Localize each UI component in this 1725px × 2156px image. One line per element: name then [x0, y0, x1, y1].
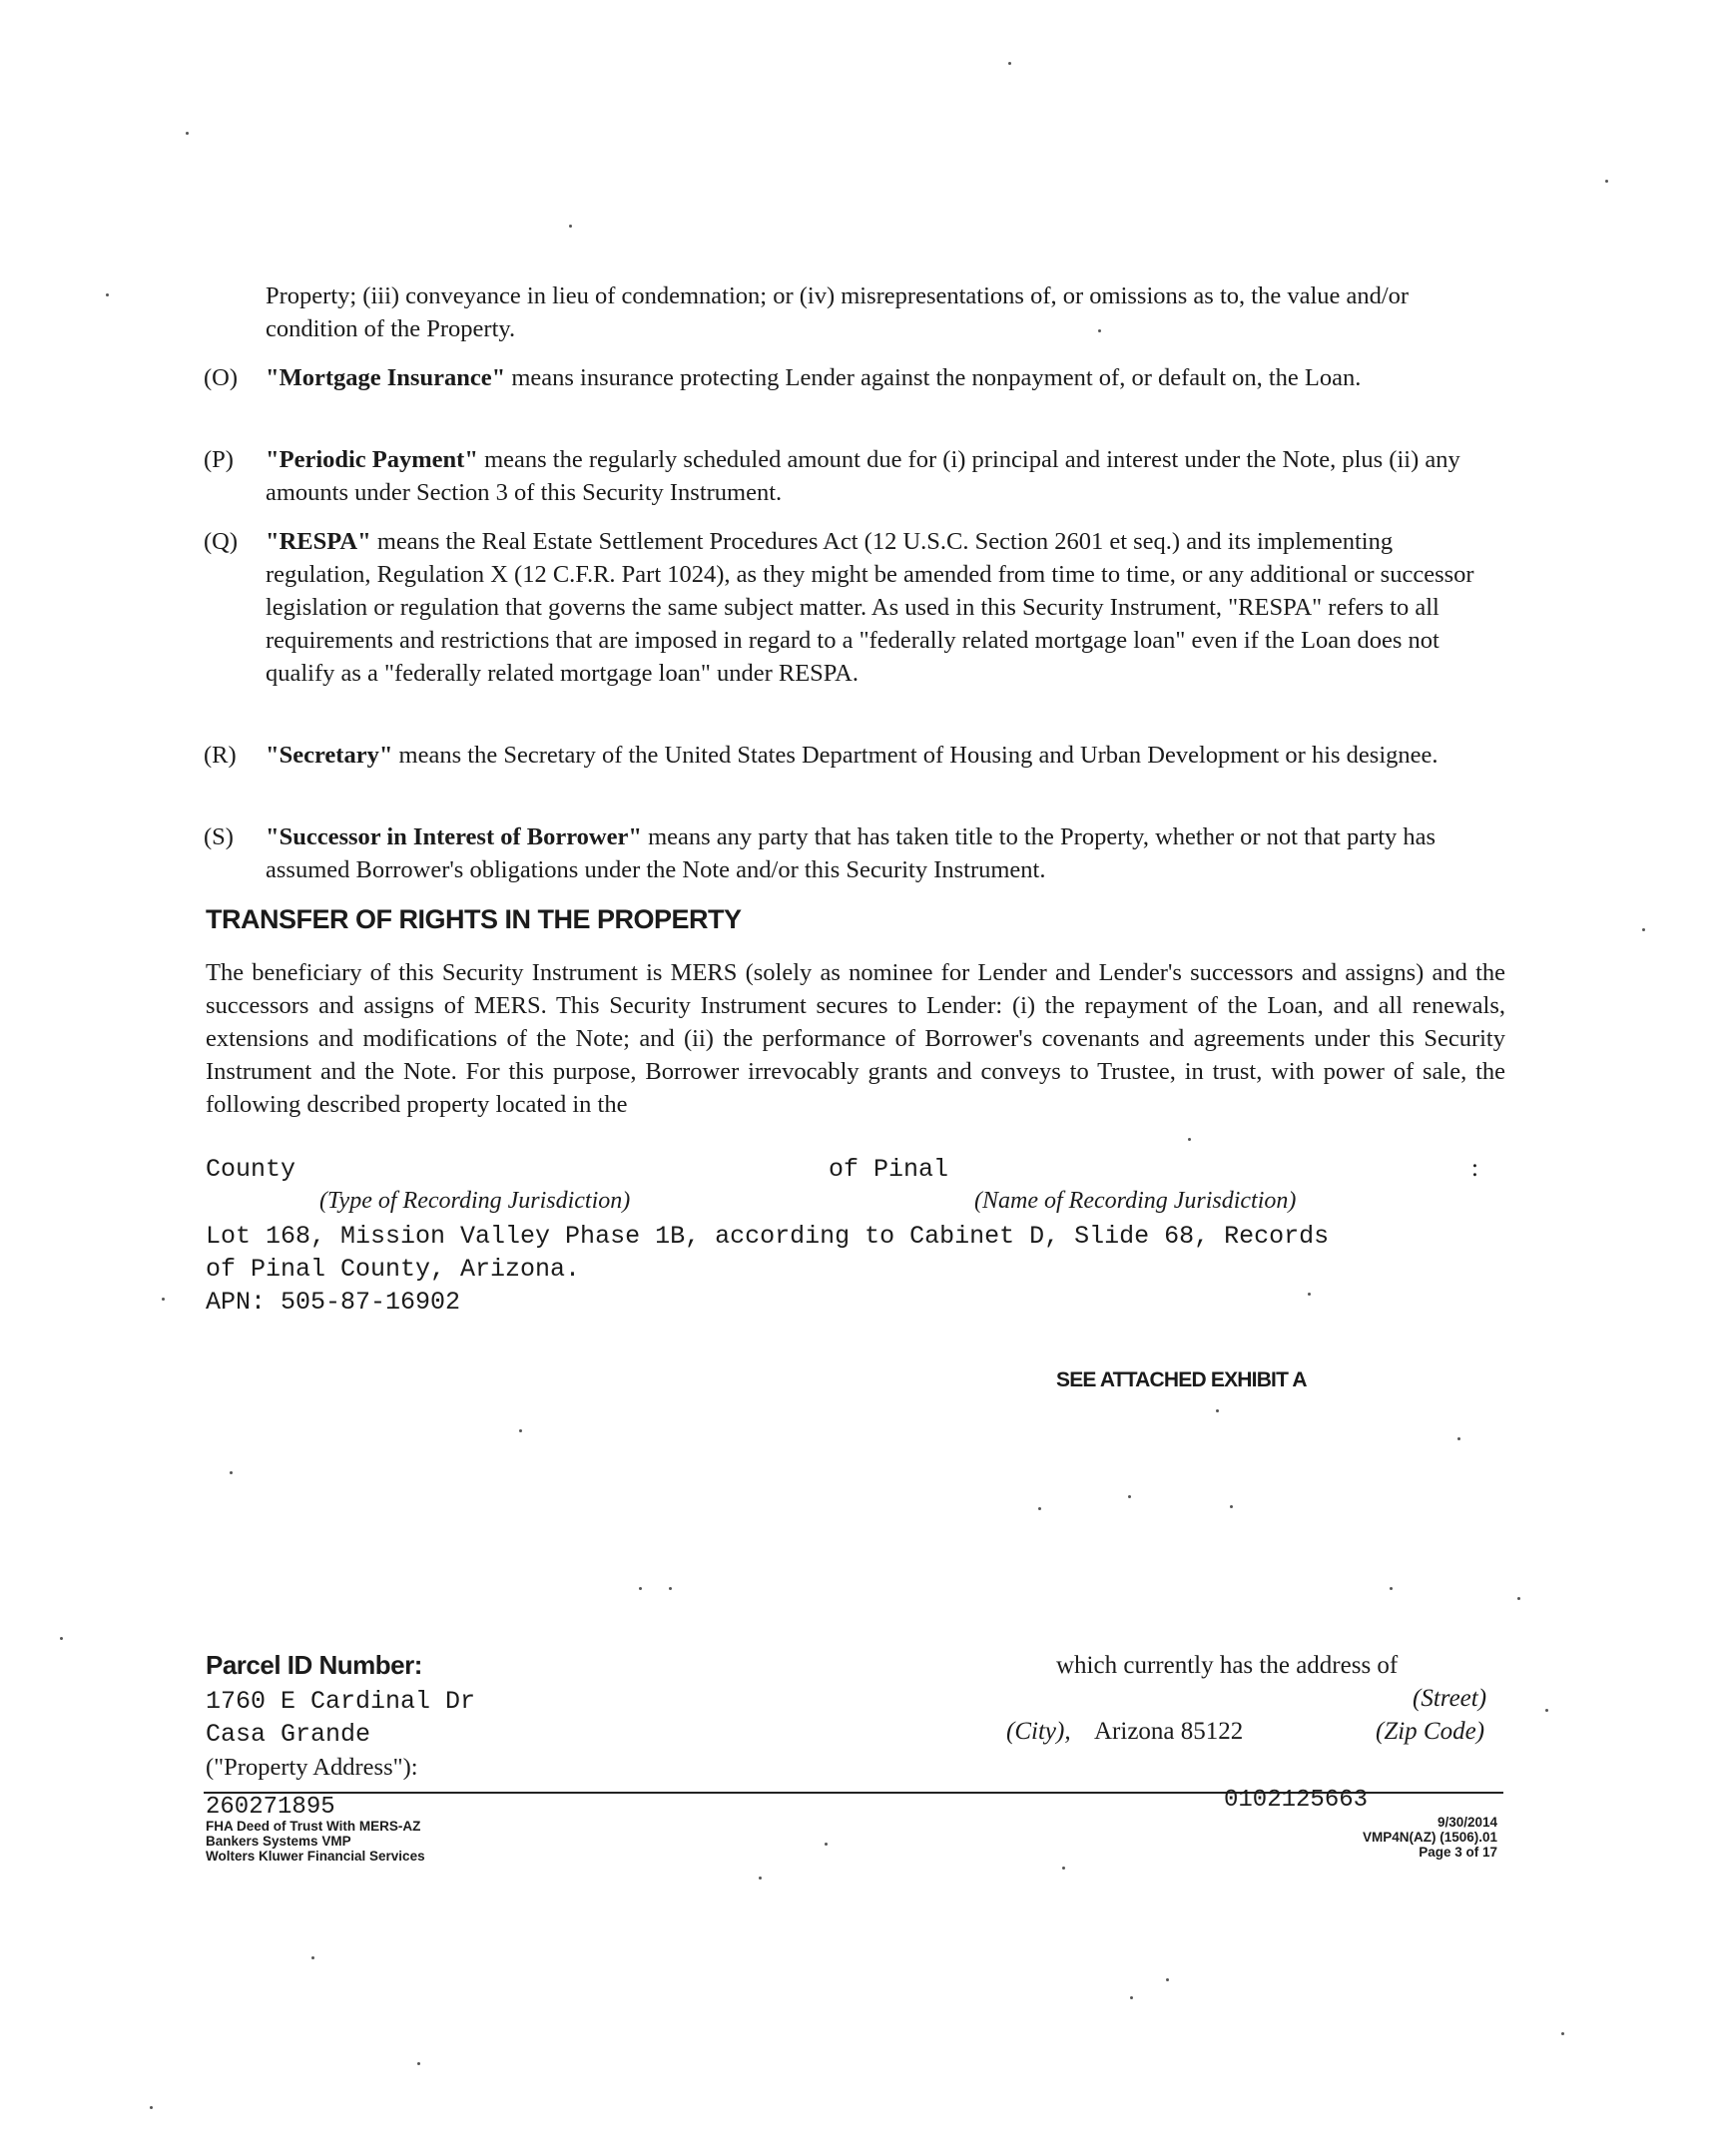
definition-text: means the regularly scheduled amount due for (i) principal and interest under the Note, plus (ii) any amounts under Section 3 of this Security Instrument.	[266, 446, 1460, 506]
scan-speck	[162, 1298, 165, 1301]
definition-label: (S)	[204, 823, 234, 850]
jurisdiction-name-caption: (Name of Recording Jurisdiction)	[974, 1188, 1297, 1214]
jurisdiction-name-value: of Pinal	[829, 1155, 949, 1184]
loan-number: 260271895	[206, 1794, 335, 1821]
scan-speck	[1008, 62, 1011, 65]
section-heading: TRANSFER OF RIGHTS IN THE PROPERTY	[206, 904, 742, 934]
definition-term: "Mortgage Insurance"	[266, 364, 506, 391]
definition-label: (R)	[204, 742, 237, 769]
legal-description-line: of Pinal County, Arizona.	[206, 1255, 581, 1284]
definition-text: means the Secretary of the United States Department of Housing and Urban Development or his designee.	[392, 742, 1438, 769]
scan-speck	[186, 132, 189, 135]
scan-speck	[569, 225, 572, 228]
definition-continuation: Property; (iii) conveyance in lieu of condemnation; or (iv) misrepresentations of, or omissions as to, the value and/or condition of the Property.	[266, 282, 1410, 342]
definition-term: "Periodic Payment"	[266, 446, 478, 473]
zip-caption: (Zip Code)	[1376, 1718, 1485, 1745]
definition-label: (P)	[204, 446, 234, 473]
street-value: 1760 E Cardinal Dr	[206, 1687, 476, 1716]
scan-speck	[669, 1587, 672, 1590]
scan-speck	[1457, 1437, 1460, 1440]
scan-speck	[1216, 1409, 1219, 1412]
definition-secretary	[204, 739, 1501, 772]
publisher-name: Wolters Kluwer Financial Services	[206, 1849, 425, 1864]
scan-speck	[1605, 180, 1608, 183]
definition-mortgage-insurance	[204, 361, 1501, 394]
scan-speck	[639, 1587, 642, 1590]
scan-speck	[417, 2062, 420, 2065]
form-code: VMP4N(AZ) (1506).01	[1362, 1830, 1497, 1845]
scan-speck	[1062, 1867, 1065, 1870]
address-intro: which currently has the address of	[1056, 1652, 1399, 1679]
scan-speck	[60, 1637, 63, 1640]
transfer-paragraph: The beneficiary of this Security Instrument is MERS (solely as nominee for Lender and Lender's successors and assigns) and the successors and assigns of MERS. This Security Instrument secures to Lender: (i) the repayment of the Loan, and all renewals, extensions and modifications of the Note; and (ii) the performance of Borrower's covenants and agreements under this Security Instrument and the Note. For this purpose, Borrower irrevocably grants and conveys to Trustee, in trust, with power of sale, the following described property located in the	[206, 959, 1505, 1118]
scan-speck	[759, 1877, 762, 1880]
scan-speck	[311, 1956, 314, 1959]
parcel-id-label: Parcel ID Number:	[206, 1650, 422, 1680]
scan-speck	[106, 293, 109, 296]
definition-term: "Secretary"	[266, 742, 393, 769]
apn-line: APN: 505-87-16902	[206, 1288, 461, 1317]
jurisdiction-type-caption: (Type of Recording Jurisdiction)	[319, 1188, 631, 1214]
property-address-label: ("Property Address"):	[206, 1754, 418, 1781]
definition-respa	[204, 525, 1501, 690]
scan-speck	[1517, 1597, 1520, 1600]
scan-speck	[1188, 1138, 1191, 1141]
definition-label: (O)	[204, 364, 239, 391]
legal-description-line: Lot 168, Mission Valley Phase 1B, according to Cabinet D, Slide 68, Records	[206, 1222, 1330, 1251]
definition-text: means any party that has taken title to the Property, whether or not that party has assumed Borrower's obligations under the Note and/or this Security Instrument.	[266, 823, 1437, 883]
scan-speck	[1308, 1293, 1311, 1296]
definition-label: (Q)	[204, 528, 239, 555]
jurisdiction-colon: :	[1471, 1155, 1478, 1182]
scan-speck	[1098, 329, 1101, 332]
exhibit-note: SEE ATTACHED EXHIBIT A	[1056, 1368, 1307, 1391]
jurisdiction-type-value: County	[206, 1155, 296, 1184]
scan-speck	[1038, 1507, 1041, 1510]
scan-speck	[230, 1471, 233, 1474]
scan-speck	[1166, 1978, 1169, 1981]
scan-speck	[1390, 1587, 1393, 1590]
definition-text: means the Real Estate Settlement Procedures Act (12 U.S.C. Section 2601 et seq.) and its implementing regulation, Regulation X (12 C.F.R. Part 1024), as they might be amended from time to time, or any additional or successor legislation or regulation that governs the same subject matter. As used in this Security Instrument, "RESPA" refers to all requirements and restrictions that are imposed in regard to a "federally related mortgage loan" even if the Loan does not qualify as a "federally related mortgage loan" under RESPA.	[266, 528, 1474, 687]
state-zip-value: Arizona 85122	[1094, 1718, 1244, 1745]
document-id: 0102125663	[1224, 1787, 1369, 1814]
scan-speck	[1545, 1709, 1548, 1712]
city-value: Casa Grande	[206, 1720, 371, 1749]
definition-successor-in-interest	[204, 820, 1501, 886]
scan-speck	[519, 1429, 522, 1432]
scan-speck	[1128, 1495, 1131, 1498]
scan-speck	[825, 1843, 828, 1846]
form-name: FHA Deed of Trust With MERS-AZ	[206, 1819, 421, 1834]
city-caption: (City),	[1006, 1718, 1071, 1745]
vendor-name: Bankers Systems VMP	[206, 1834, 351, 1849]
scan-speck	[1561, 2032, 1564, 2035]
definition-term: "Successor in Interest of Borrower"	[266, 823, 642, 850]
scan-speck	[1230, 1505, 1233, 1508]
definition-text: means insurance protecting Lender against the nonpayment of, or default on, the Loan.	[505, 364, 1362, 391]
form-date: 9/30/2014	[1437, 1815, 1497, 1830]
definition-periodic-payment	[204, 443, 1501, 509]
page-number: Page 3 of 17	[1419, 1845, 1497, 1860]
scan-speck	[150, 2106, 153, 2109]
street-caption: (Street)	[1413, 1685, 1487, 1712]
scan-speck	[1642, 928, 1645, 931]
scan-speck	[1130, 1996, 1133, 1999]
definition-term: "RESPA"	[266, 528, 371, 555]
